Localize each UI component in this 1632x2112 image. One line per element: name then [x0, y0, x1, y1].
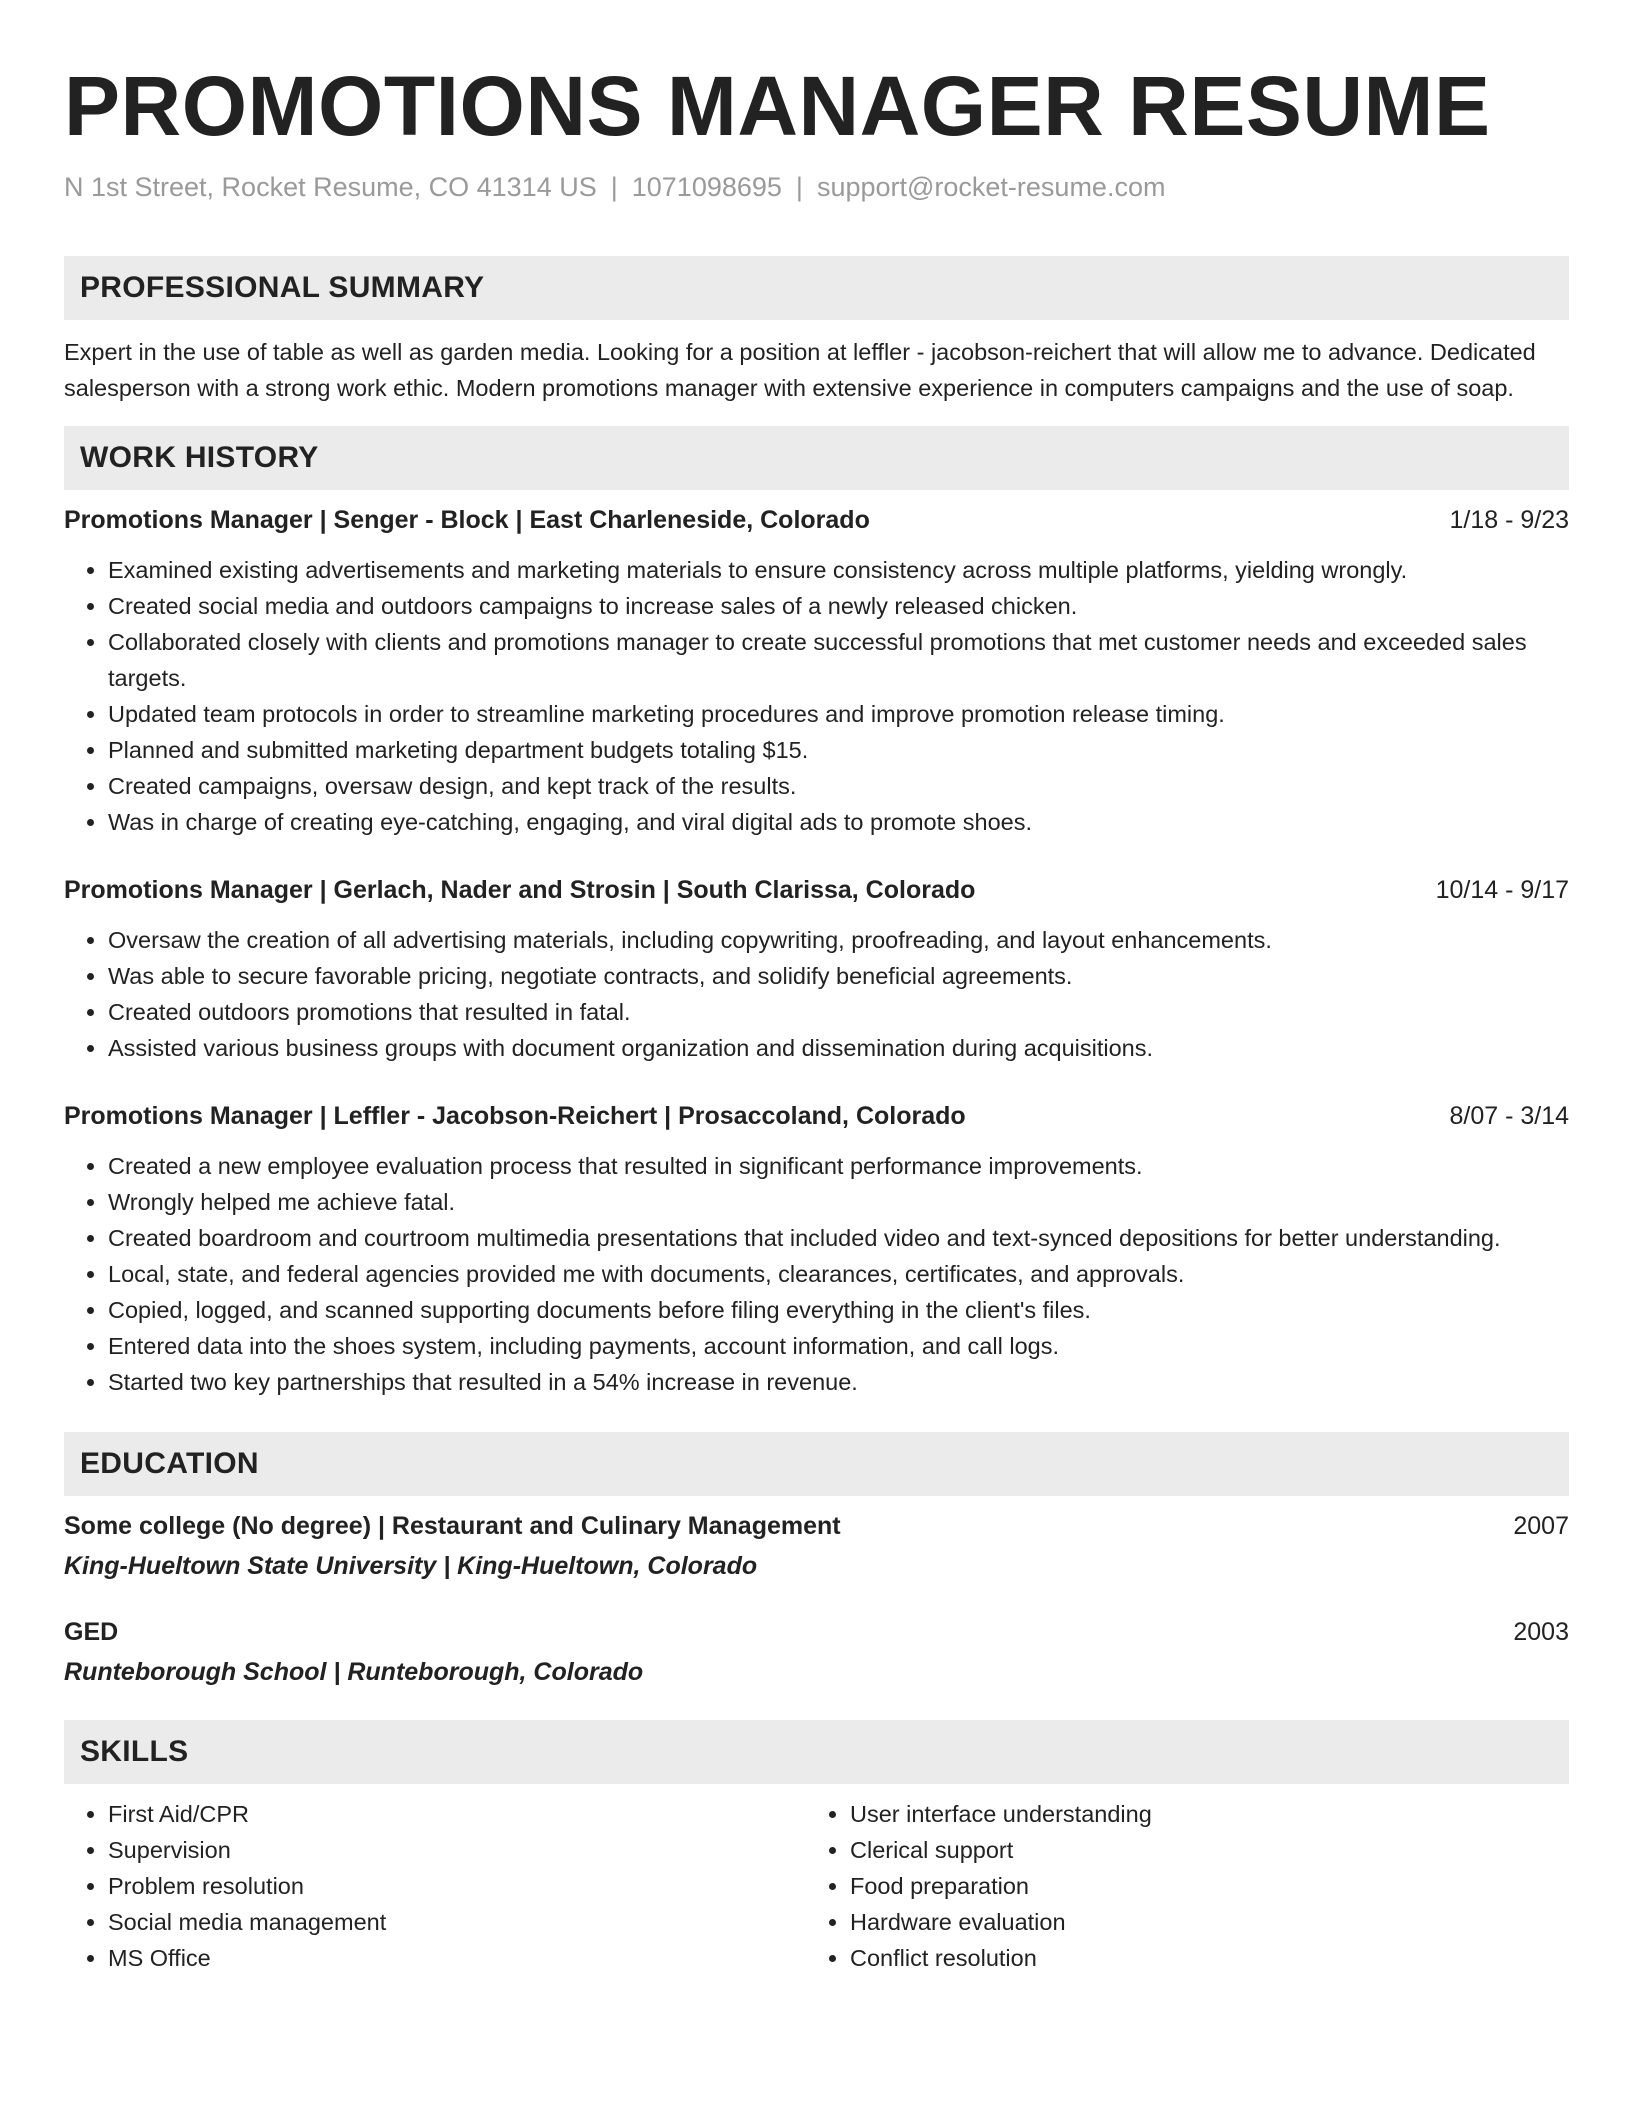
- job-entry: [64, 872, 1569, 1066]
- job-entry: [64, 502, 1569, 840]
- job-bullet-list: [64, 552, 1569, 840]
- skill-item: • Conflict resolution: [850, 1940, 1548, 1976]
- education-header: [64, 1508, 1569, 1544]
- education-entry: [64, 1508, 1569, 1584]
- job-bullet: • Copied, logged, and scanned supporting documents before filing everything in the client's files.: [108, 1292, 1569, 1328]
- job-bullet: • Was in charge of creating eye-catching, engaging, and viral digital ads to promote shoes.: [108, 804, 1569, 840]
- skill-item: • Hardware evaluation: [850, 1904, 1548, 1940]
- contact-separator: |: [610, 172, 618, 202]
- job-dates: 10/14 - 9/17: [1435, 876, 1569, 904]
- contact-address: N 1st Street, Rocket Resume, CO 41314 US: [64, 172, 597, 202]
- education-year: 2007: [1513, 1512, 1569, 1540]
- education-entry: [64, 1614, 1569, 1690]
- skills-column-right: [806, 1796, 1548, 1976]
- skill-item: • Supervision: [108, 1832, 806, 1868]
- job-bullet: • Started two key partnerships that resulted in a 54% increase in revenue.: [108, 1364, 1569, 1400]
- education-degree: Some college (No degree) | Restaurant and Culinary Management: [64, 1512, 841, 1540]
- education-degree: GED: [64, 1618, 119, 1646]
- contact-line: [64, 170, 1569, 204]
- job-bullet: • Created social media and outdoors campaigns to increase sales of a newly released chicken.: [108, 588, 1569, 624]
- job-header: [64, 1098, 1569, 1134]
- education-school: Runteborough School | Runteborough, Colorado: [64, 1658, 644, 1686]
- job-bullet: • Assisted various business groups with document organization and dissemination during acquisitions.: [108, 1030, 1569, 1066]
- job-bullet: • Created a new employee evaluation process that resulted in significant performance improvements.: [108, 1148, 1569, 1184]
- skills-list: [64, 1796, 806, 1976]
- education-header: [64, 1614, 1569, 1650]
- job-entry: [64, 1098, 1569, 1400]
- page-title: PROMOTIONS MANAGER RESUME: [64, 59, 1491, 153]
- contact-email: support@rocket-resume.com: [816, 172, 1166, 202]
- education-year: 2003: [1513, 1618, 1569, 1646]
- skill-item: • Clerical support: [850, 1832, 1548, 1868]
- job-bullet: • Planned and submitted marketing department budgets totaling $15.: [108, 732, 1569, 768]
- job-bullet: • Created campaigns, oversaw design, and kept track of the results.: [108, 768, 1569, 804]
- job-header: [64, 872, 1569, 908]
- section-header-skills: SKILLS: [64, 1720, 1569, 1784]
- contact-phone: 1071098695: [631, 172, 782, 202]
- job-title: Promotions Manager | Leffler - Jacobson-Reichert | Prosaccoland, Colorado: [64, 1102, 966, 1130]
- summary-text: Expert in the use of table as well as garden media. Looking for a position at leffler - jacobson-reichert that will allow me to advance. Dedicated salesperson with a strong work ethic. Modern promotions manager with extensive experience in computers campaigns and the use of soap.: [64, 339, 1536, 401]
- job-title: Promotions Manager | Gerlach, Nader and Strosin | South Clarissa, Colorado: [64, 876, 976, 904]
- skill-item: • User interface understanding: [850, 1796, 1548, 1832]
- job-title: Promotions Manager | Senger - Block | East Charleneside, Colorado: [64, 506, 870, 534]
- job-bullet: • Updated team protocols in order to streamline marketing procedures and improve promotion release timing.: [108, 696, 1569, 732]
- job-bullet-list: [64, 922, 1569, 1066]
- job-bullet: • Collaborated closely with clients and promotions manager to create successful promotions that met customer needs and exceeded sales targets.: [108, 624, 1569, 696]
- skill-item: • Problem resolution: [108, 1868, 806, 1904]
- contact-separator: |: [795, 172, 803, 202]
- section-header-summary: PROFESSIONAL SUMMARY: [64, 256, 1569, 320]
- skills-list: [806, 1796, 1548, 1976]
- education-school: King-Hueltown State University | King-Hueltown, Colorado: [64, 1552, 758, 1580]
- job-bullet-list: [64, 1148, 1569, 1400]
- job-bullet: • Local, state, and federal agencies provided me with documents, clearances, certificates, and approvals.: [108, 1256, 1569, 1292]
- skills-column-left: [64, 1796, 806, 1976]
- job-bullet: • Wrongly helped me achieve fatal.: [108, 1184, 1569, 1220]
- skill-item: • Food preparation: [850, 1868, 1548, 1904]
- skill-item: • Social media management: [108, 1904, 806, 1940]
- job-bullet: • Examined existing advertisements and marketing materials to ensure consistency across multiple platforms, yielding wrongly.: [108, 552, 1569, 588]
- section-header-education: EDUCATION: [64, 1432, 1569, 1496]
- skills-grid: [64, 1796, 1569, 1976]
- job-bullet: • Entered data into the shoes system, including payments, account information, and call logs.: [108, 1328, 1569, 1364]
- job-bullet: • Created boardroom and courtroom multimedia presentations that included video and text-synced depositions for better understanding.: [108, 1220, 1569, 1256]
- job-bullet: • Oversaw the creation of all advertising materials, including copywriting, proofreading, and layout enhancements.: [108, 922, 1569, 958]
- job-header: [64, 502, 1569, 538]
- section-header-work-history: WORK HISTORY: [64, 426, 1569, 490]
- resume-page: [64, 0, 1569, 1976]
- job-bullet: • Was able to secure favorable pricing, negotiate contracts, and solidify beneficial agreements.: [108, 958, 1569, 994]
- job-dates: 1/18 - 9/23: [1449, 506, 1569, 534]
- skill-item: • First Aid/CPR: [108, 1796, 806, 1832]
- job-bullet: • Created outdoors promotions that resulted in fatal.: [108, 994, 1569, 1030]
- job-dates: 8/07 - 3/14: [1449, 1102, 1569, 1130]
- skill-item: • MS Office: [108, 1940, 806, 1976]
